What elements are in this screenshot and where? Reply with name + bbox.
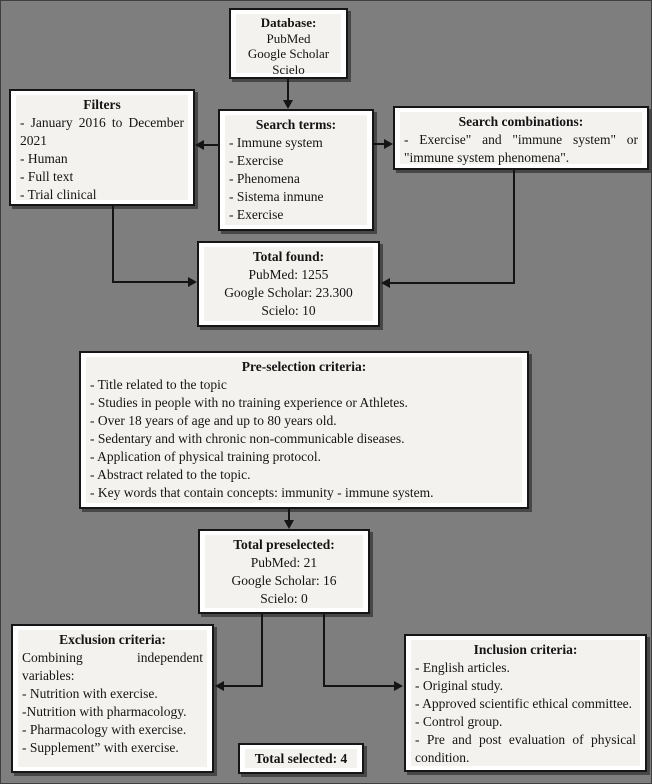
search-combinations-title: Search combinations: bbox=[458, 114, 584, 129]
total-found-box bbox=[197, 241, 380, 327]
text-line: - Pre and post evaluation of physical condition. bbox=[415, 732, 636, 765]
connector-totalpreselected-inclusion-h bbox=[323, 685, 395, 687]
text-line: PubMed bbox=[266, 30, 311, 46]
text-line: Google Scholar: 23.300 bbox=[224, 285, 353, 300]
connector-totalpreselected-exclusion-v bbox=[261, 614, 263, 687]
arrowhead-right-icon bbox=[384, 139, 393, 149]
text-line: - Full text bbox=[20, 169, 74, 184]
text-line: - Nutrition with exercise. bbox=[22, 686, 158, 701]
exclusion-criteria-title: Exclusion criteria: bbox=[59, 632, 166, 647]
text-line: PubMed: 21 bbox=[250, 555, 318, 570]
text-line: Google Scholar: 16 bbox=[231, 573, 337, 588]
connector-filters-totalfound-h bbox=[112, 281, 189, 283]
text-line: - Exercise bbox=[229, 207, 284, 222]
connector-filters-totalfound-v bbox=[112, 206, 114, 283]
preselection-criteria-title: Pre-selection criteria: bbox=[241, 359, 367, 374]
preselection-criteria-box bbox=[79, 351, 529, 509]
text-line: - Sistema inmune bbox=[229, 189, 324, 204]
total-selected-box bbox=[238, 743, 364, 774]
exclusion-criteria-box bbox=[11, 624, 214, 773]
arrowhead-left-icon bbox=[215, 681, 224, 691]
total-found-title: Total found: bbox=[252, 249, 325, 264]
text-line: - Original study. bbox=[415, 678, 503, 693]
text-line: - January 2016 to December 2021 bbox=[20, 115, 184, 148]
database-box bbox=[229, 8, 348, 79]
text-line: - Control group. bbox=[415, 714, 503, 729]
connector-searchcombinations-totalfound-h bbox=[390, 282, 515, 284]
database-items bbox=[238, 31, 339, 78]
text-line: - Approved scientific ethical committee. bbox=[415, 696, 633, 711]
text-line: - Abstract related to the topic. bbox=[90, 467, 251, 482]
inclusion-criteria-title: Inclusion criteria: bbox=[473, 642, 578, 657]
text-line: - Title related to the topic bbox=[90, 377, 227, 392]
text-line: - Application of physical training protocol. bbox=[90, 449, 321, 464]
text-line: Combining independent variables: bbox=[22, 650, 203, 683]
text-line: Scielo: 10 bbox=[261, 303, 316, 318]
database-title: Database: bbox=[260, 15, 317, 30]
total-selected-title: Total selected: 4 bbox=[254, 750, 348, 766]
total-preselected-box bbox=[198, 529, 370, 614]
text-line: - Phenomena bbox=[229, 171, 300, 186]
connector-searchcombinations-totalfound-v bbox=[513, 170, 515, 284]
text-line: - Exercise" and "immune system" or "immune system phenomena". bbox=[404, 132, 638, 165]
text-line: Scielo: 0 bbox=[260, 591, 308, 606]
preselection-criteria-items bbox=[90, 376, 518, 502]
text-line: - Key words that contain concepts: immunity - immune system. bbox=[90, 485, 434, 500]
filters-box bbox=[9, 89, 195, 206]
total-found-items bbox=[208, 266, 369, 320]
text-line: PubMed: 1255 bbox=[248, 267, 329, 282]
connector-totalpreselected-exclusion-h bbox=[223, 685, 263, 687]
arrowhead-left-icon bbox=[195, 140, 204, 150]
search-terms-box bbox=[218, 109, 374, 231]
inclusion-criteria-items bbox=[415, 659, 636, 767]
connector-searchterms-filters bbox=[203, 144, 218, 146]
filters-items bbox=[20, 114, 184, 204]
text-line: - Supplement” with exercise. bbox=[22, 740, 179, 755]
search-combinations-items bbox=[404, 131, 638, 167]
filters-title: Filters bbox=[83, 97, 121, 112]
text-line: - Immune system bbox=[229, 135, 323, 150]
arrowhead-down-icon bbox=[284, 520, 294, 529]
connector-database-searchterms bbox=[287, 79, 289, 101]
search-terms-title: Search terms: bbox=[255, 117, 337, 132]
arrowhead-down-icon bbox=[283, 100, 293, 109]
total-preselected-title: Total preselected: bbox=[233, 537, 335, 552]
text-line: - Pharmacology with exercise. bbox=[22, 722, 187, 737]
text-line: Scielo bbox=[272, 61, 305, 77]
text-line: - Studies in people with no training experience or Athletes. bbox=[90, 395, 408, 410]
total-preselected-items bbox=[209, 554, 359, 608]
search-terms-items bbox=[229, 134, 363, 224]
arrowhead-right-icon bbox=[188, 277, 197, 287]
text-line: -Nutrition with pharmacology. bbox=[22, 704, 187, 719]
text-line: - Sedentary and with chronic non-communicable diseases. bbox=[90, 431, 405, 446]
connector-totalpreselected-inclusion-v bbox=[323, 614, 325, 687]
text-line: - Over 18 years of age and up to 80 years old. bbox=[90, 413, 337, 428]
text-line: - Trial clinical bbox=[20, 187, 97, 202]
search-combinations-box bbox=[393, 106, 649, 170]
arrowhead-right-icon bbox=[394, 681, 403, 691]
text-line: Google Scholar bbox=[247, 46, 330, 61]
text-line: - Exercise bbox=[229, 153, 284, 168]
text-line: - English articles. bbox=[415, 660, 510, 675]
arrowhead-left-icon bbox=[381, 278, 390, 288]
inclusion-criteria-box bbox=[404, 634, 647, 772]
exclusion-criteria-items bbox=[22, 649, 203, 757]
text-line: - Human bbox=[20, 151, 68, 166]
